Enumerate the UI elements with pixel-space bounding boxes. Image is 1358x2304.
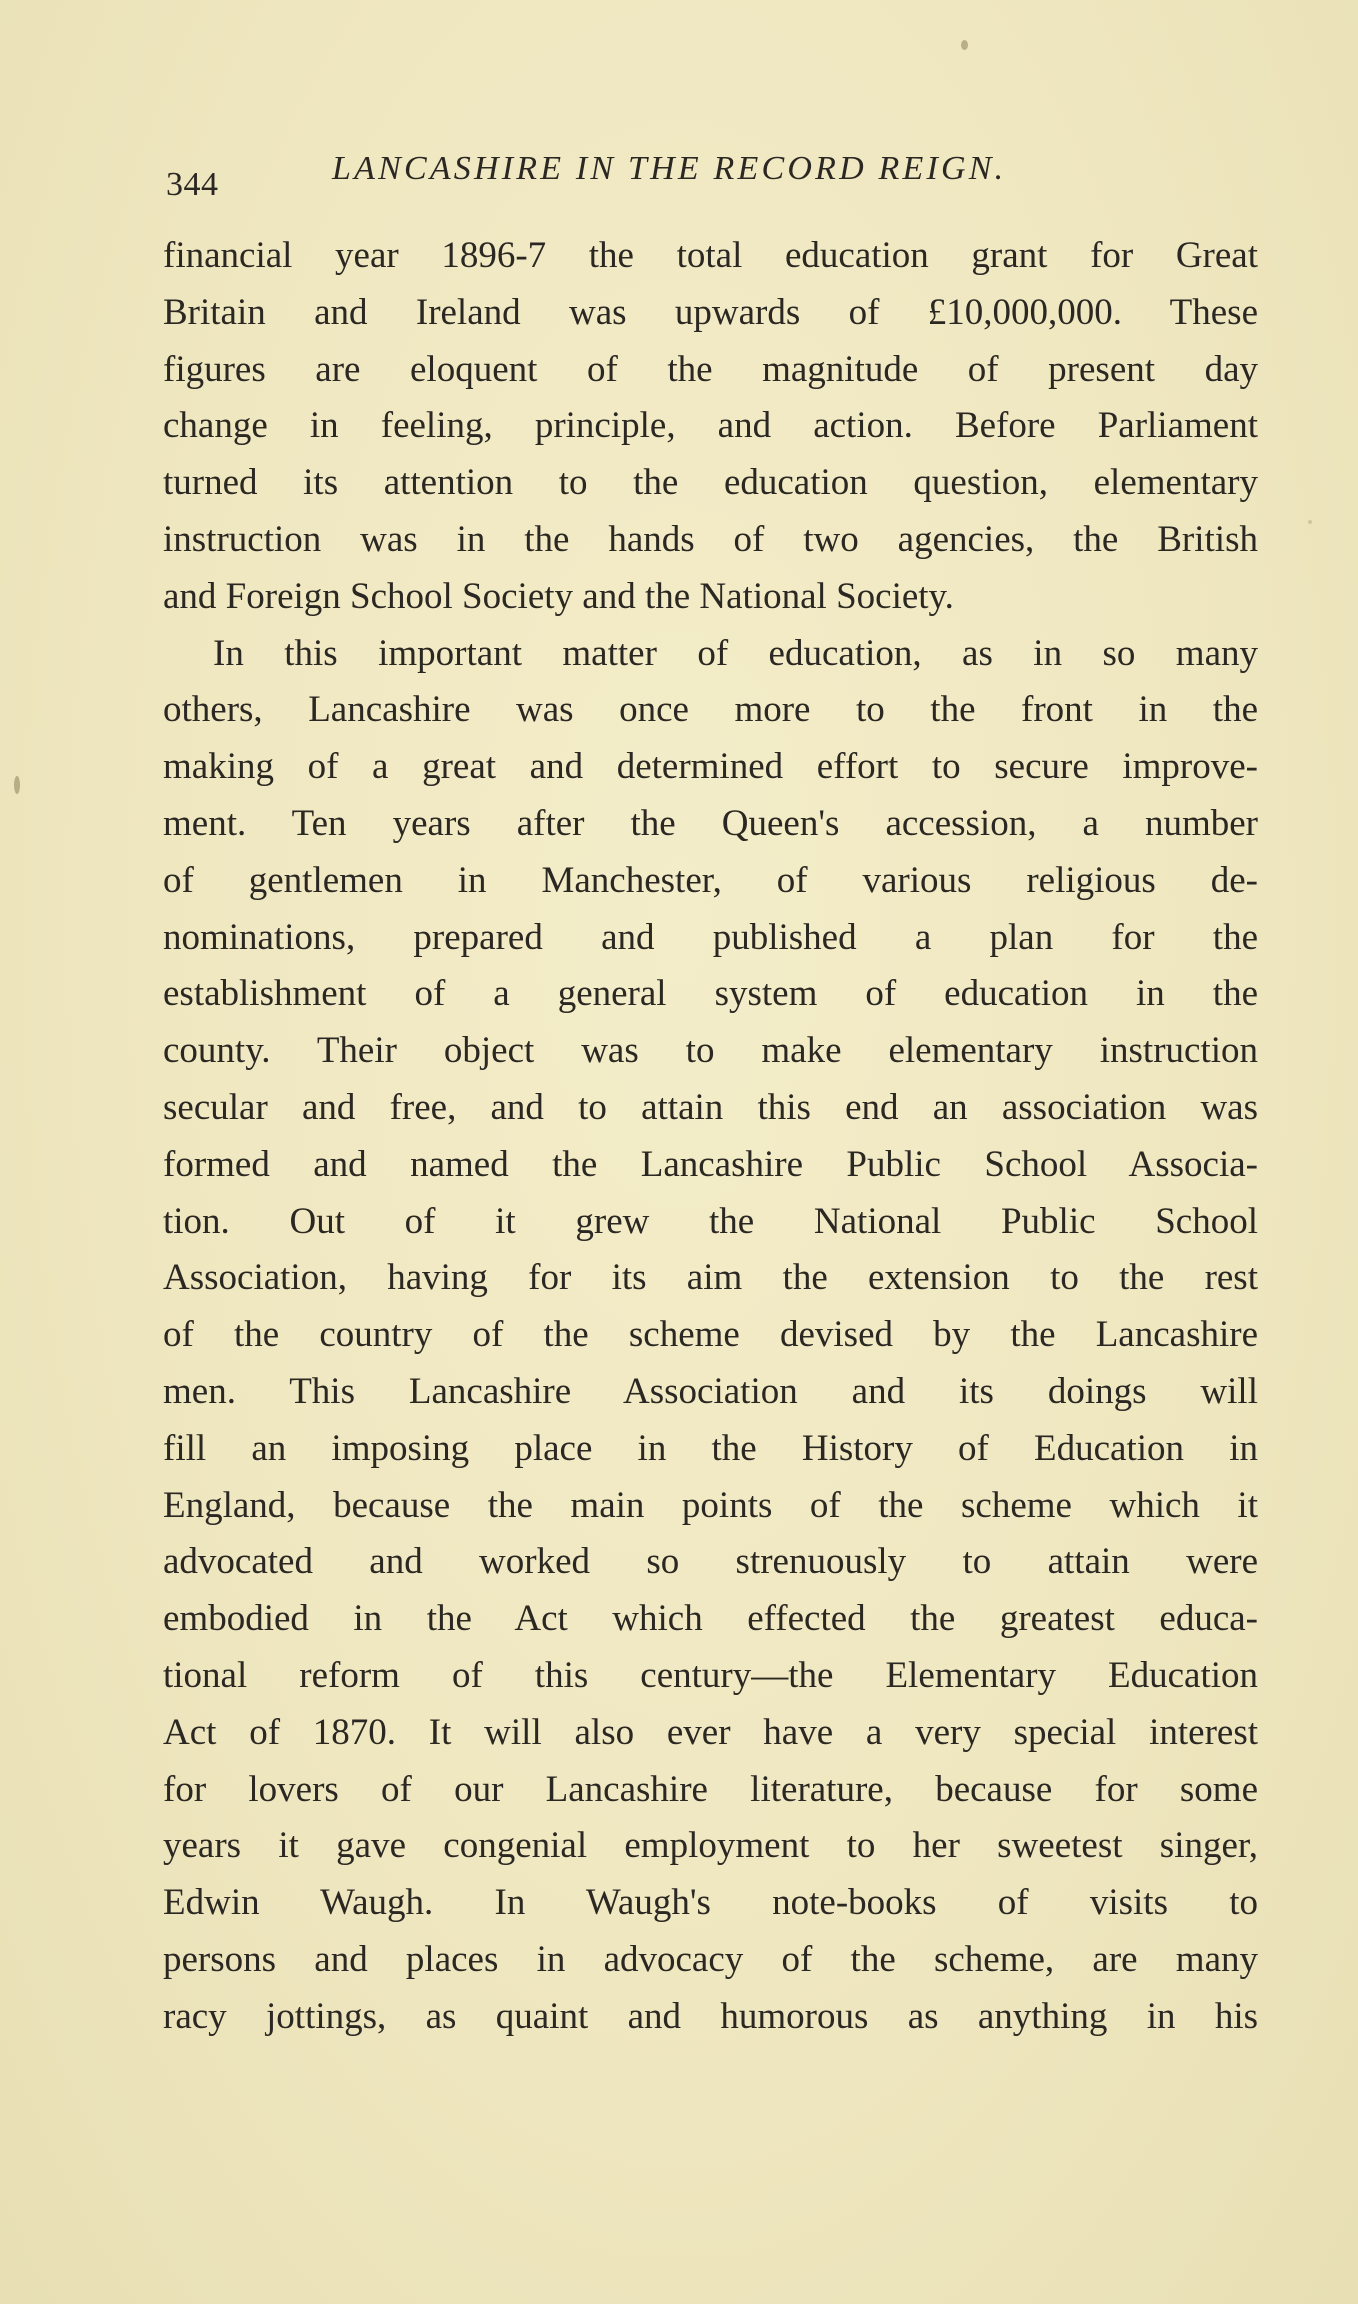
text-line: ment. Ten years after the Queen's accession, a number: [163, 802, 1258, 844]
paragraph-start-line: In this important matter of education, as in so many: [213, 632, 1258, 674]
text-line: financial year 1896-7 the total education grant for Great: [163, 235, 1258, 276]
text-line: formed and named the Lancashire Public School Associa-: [163, 1143, 1258, 1185]
text-line: others, Lancashire was once more to the front in the: [163, 689, 1258, 731]
text-line: Britain and Ireland was upwards of £10,000,000. These: [163, 291, 1258, 333]
page-number: 344: [166, 166, 219, 203]
paper-speck: [961, 40, 968, 50]
text-line: change in feeling, principle, and action. Before Parliament: [163, 405, 1258, 447]
text-line: and Foreign School Society and the National Society.: [163, 575, 954, 617]
text-line: making of a great and determined effort to secure improve-: [163, 746, 1258, 788]
text-line: instruction was in the hands of two agencies, the British: [163, 518, 1258, 560]
text-line: of the country of the scheme devised by the Lancashire: [163, 1314, 1258, 1356]
text-line: Act of 1870. It will also ever have a very special interest: [163, 1711, 1258, 1753]
text-line: of gentlemen in Manchester, of various religious de-: [163, 859, 1258, 901]
text-line: England, because the main points of the scheme which it: [163, 1484, 1258, 1526]
page-header: [166, 150, 1266, 203]
text-line: figures are eloquent of the magnitude of present day: [163, 348, 1258, 390]
text-line: turned its attention to the education question, elementary: [163, 462, 1258, 504]
running-title: LANCASHIRE IN THE RECORD REIGN.: [332, 150, 1007, 187]
text-line: tional reform of this century—the Elementary Education: [163, 1654, 1258, 1696]
text-line: years it gave congenial employment to her sweetest singer,: [163, 1825, 1258, 1867]
text-line: county. Their object was to make elementary instruction: [163, 1030, 1258, 1072]
text-line: Association, having for its aim the extension to the rest: [163, 1257, 1258, 1299]
text-line: nominations, prepared and published a plan for the: [163, 916, 1258, 958]
text-line: secular and free, and to attain this end an association was: [163, 1086, 1258, 1128]
paper-speck: [14, 776, 20, 794]
text-line: establishment of a general system of education in the: [163, 973, 1258, 1015]
text-line: racy jottings, as quaint and humorous as anything in his: [163, 1995, 1258, 2037]
text-line: advocated and worked so strenuously to attain were: [163, 1541, 1258, 1583]
body-text: [163, 228, 1258, 2046]
text-line: embodied in the Act which effected the greatest educa-: [163, 1598, 1258, 1640]
text-line: for lovers of our Lancashire literature, because for some: [163, 1768, 1258, 1810]
text-line: tion. Out of it grew the National Public School: [163, 1200, 1258, 1242]
text-line: men. This Lancashire Association and its doings will: [163, 1370, 1258, 1412]
paper-speck: [1308, 520, 1312, 524]
text-line: Edwin Waugh. In Waugh's note-books of visits to: [163, 1882, 1258, 1924]
text-line: persons and places in advocacy of the scheme, are many: [163, 1938, 1258, 1980]
text-line: fill an imposing place in the History of Education in: [163, 1427, 1258, 1469]
